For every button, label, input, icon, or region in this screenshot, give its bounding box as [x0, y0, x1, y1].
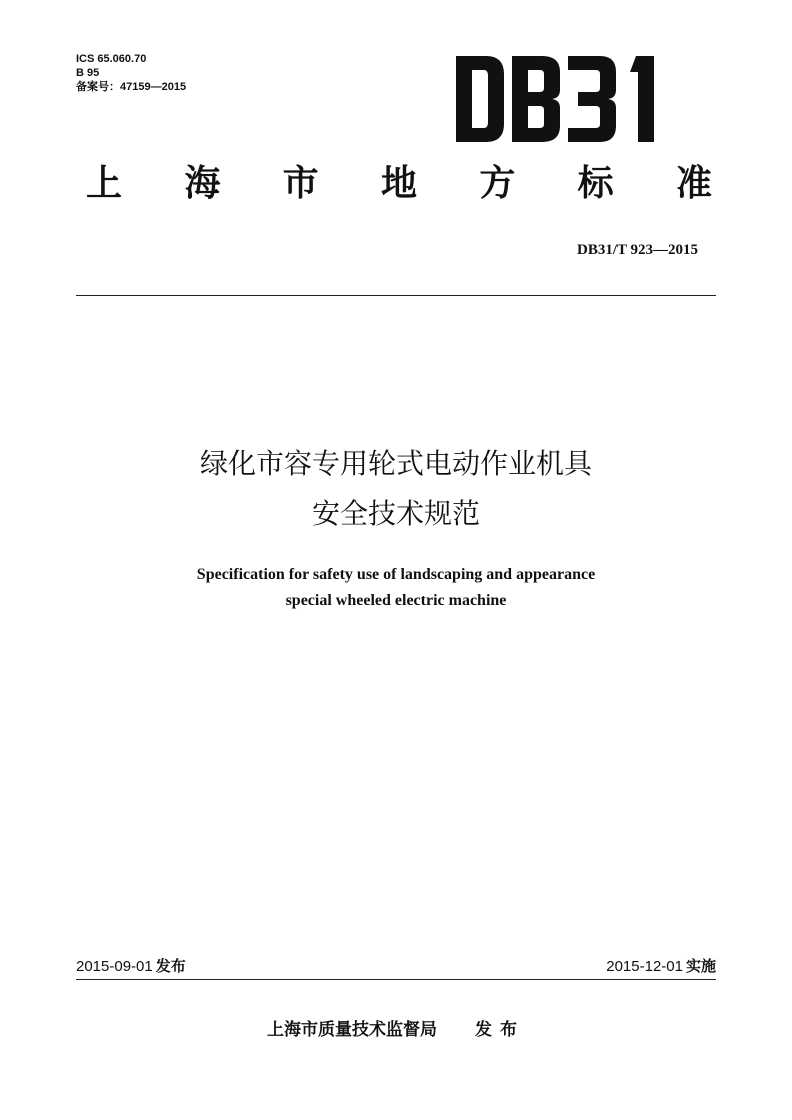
- english-title-line-2: special wheeled electric machine: [285, 592, 507, 609]
- standard-type-char: 市: [282, 163, 319, 204]
- issue-date-label: 发布: [155, 957, 186, 975]
- standard-type-char: 准: [675, 163, 712, 204]
- implementation-date-label: 实施: [685, 957, 716, 975]
- standard-number: DB31/T 923—2015: [577, 242, 698, 258]
- implementation-date-value: 2015-12-01: [606, 958, 683, 975]
- chinese-title-line-1: 绿化市容专用轮式电动作业机具: [199, 447, 592, 480]
- standard-type-char: 方: [479, 163, 516, 204]
- standard-type-char: 地: [380, 163, 417, 204]
- implementation-date: [606, 956, 716, 977]
- standard-type-char: 标: [577, 163, 614, 204]
- english-title-line-1: Specification for safety use of landscaping and appearance: [196, 566, 596, 583]
- issuer-name: 上海市质量技术监督局: [267, 1020, 437, 1040]
- issue-date-value: 2015-09-01: [76, 958, 153, 975]
- ics-code: ICS 65.060.70: [76, 53, 147, 65]
- bottom-divider: [76, 979, 716, 980]
- class-code: B 95: [76, 67, 100, 79]
- standard-type-char: 上: [86, 163, 123, 204]
- db31-logo: [456, 56, 671, 142]
- classification-codes: [76, 52, 186, 94]
- standard-type-char: 海: [184, 163, 221, 204]
- issuer-action: 发布: [475, 1020, 525, 1040]
- record-number: 备案号：47159—2015: [76, 81, 187, 93]
- chinese-title-line-2: 安全技术规范: [311, 497, 480, 530]
- standard-type-heading: [76, 160, 716, 208]
- issue-date: [76, 956, 186, 977]
- issuing-authority: [76, 1019, 716, 1041]
- db31-logo-graphic: [456, 56, 671, 142]
- top-divider: [76, 295, 716, 296]
